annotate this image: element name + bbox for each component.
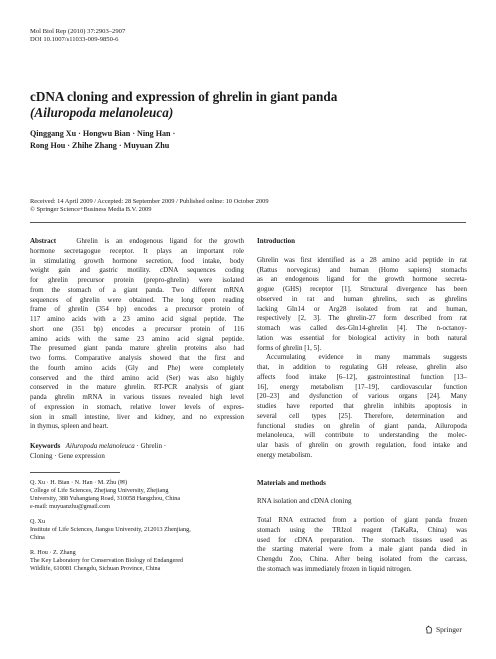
keywords-section xyxy=(30,442,244,462)
affiliation-block xyxy=(30,518,244,543)
methods-line: stomach using the TRIzol reagent (TaKaRa, China) was xyxy=(257,525,467,534)
header-divider xyxy=(30,222,466,223)
authors-line-2: Rong Hou · Zhihe Zhang · Muyuan Zhu xyxy=(30,140,170,150)
intro-line: respectively [2, 3]. The ghrelin-27 form described from rat xyxy=(257,314,467,323)
abstract-line: the fourth amino acids (Gly and Phe) were completely xyxy=(30,363,244,372)
intro-line: Accumulating evidence in many mammals suggests xyxy=(266,353,467,362)
methods-line: Chengdu Zoo, China. After being isolated from the carcass, xyxy=(257,555,467,563)
abstract-heading: Abstract xyxy=(30,237,57,245)
abstract-line: for ghrelin precursor protein (prepro-ghrelin) were isolated xyxy=(30,276,244,284)
affiliation-line: College of Life Sciences, Zhejiang University, Zhejiang xyxy=(30,486,169,494)
journal-header xyxy=(30,28,125,45)
affiliation-email[interactable]: e-mail: muyuanzhu@gmail.com xyxy=(30,503,110,511)
title-line-1: cDNA cloning and expression of ghrelin in giant panda xyxy=(30,89,338,104)
publication-dates xyxy=(30,198,269,214)
intro-line: studies have reported that ghrelin inhibits apoptosis in xyxy=(257,402,467,410)
introduction-paragraph-2 xyxy=(257,353,467,460)
keywords-line-2: Cloning · Gene expression xyxy=(30,451,105,460)
intro-line: (Rattus norvegicus) and human (Homo sapiens) stomachs xyxy=(257,265,467,274)
intro-line: several cell types [25]. Therefore, determination and xyxy=(257,411,467,420)
abstract-line: sequences of ghrelin were obtained. The long open reading xyxy=(30,295,244,304)
author-list xyxy=(30,128,175,151)
article-title xyxy=(30,89,470,120)
affiliation-line: Institute of Life Sciences, Jiangsu University, 212013 Zhenjiang, xyxy=(30,525,191,533)
journal-doi: DOI 10.1007/s11033-009-9850-6 xyxy=(30,36,119,44)
abstract-line: in stimulating growth hormone secretion, food intake, body xyxy=(30,256,244,265)
intro-line: 16], energy metabolism [17–19], cardiovascular function xyxy=(257,382,467,391)
abstract-line: panda ghrelin mRNA in various tissues revealed high level xyxy=(30,393,244,401)
intro-line: ular basis of ghrelin on growth regulation, food intake and xyxy=(257,441,467,449)
methods-line: the starting material were from a male giant panda died in xyxy=(257,545,467,554)
abstract-line: short one (351 bp) encodes a precursor protein of 116 xyxy=(30,324,244,333)
abstract-line: hormone secretagogue receptor. It plays an important role xyxy=(30,246,244,255)
affiliation-authors: Q. Xu · H. Bian · N. Han · M. Zhu (✉) xyxy=(30,478,128,486)
methods-paragraph-1 xyxy=(257,516,467,575)
affiliation-divider xyxy=(30,472,120,473)
abstract-line: frame of ghrelin (354 bp) encodes a precursor protein of xyxy=(30,305,244,314)
methods-line: the stomach was immediately frozen in liquid nitrogen. xyxy=(257,564,412,573)
intro-line: stomach was called des-Gln14-ghrelin [4]. The n-octanoy- xyxy=(257,324,467,332)
title-line-2: (Ailuropoda melanoleuca) xyxy=(30,104,174,120)
intro-line: that, in addition to regulating GH release, ghrelin also xyxy=(257,363,467,371)
abstract-line: sion in small intestine, liver and kidney, and no expression xyxy=(30,412,244,421)
publisher-name: Springer xyxy=(436,625,462,634)
intro-line: observed in rat and human ghrelins, such as ghrelins xyxy=(257,294,467,303)
abstract-line: Abstract Ghrelin is an endogenous ligand for the growth xyxy=(30,237,245,245)
intro-line: functional studies on ghrelin of giant panda, Ailuropoda xyxy=(257,421,467,430)
introduction-heading: Introduction xyxy=(257,237,295,245)
springer-horse-icon xyxy=(425,625,433,634)
keywords-heading: Keywords xyxy=(30,442,61,450)
copyright-line: © Springer Science+Business Media B.V. 2009 xyxy=(30,206,152,214)
abstract-line: The presumed giant panda mature ghrelin proteins also had xyxy=(30,344,244,353)
abstract-line: of expression in stomach, relative lower levels of expres- xyxy=(30,402,244,411)
abstract-line: conserved in the mature ghrelin. RT-PCR analysis of giant xyxy=(30,383,244,392)
intro-line: lation was essential for biological activity in both natural xyxy=(257,333,467,342)
abstract-line: amino acids with the same 23 amino acid signal peptide. xyxy=(30,334,244,343)
affiliation-line: University, 388 Yuhangtang Road, 310058 Hangzhou, China xyxy=(30,495,181,503)
intro-line: gogue (GHS) receptor [1]. Structural divergence has been xyxy=(257,285,467,293)
methods-subheading: RNA isolation and cDNA cloning xyxy=(257,497,352,506)
affiliations xyxy=(30,479,244,574)
abstract-line: conserved and the third amino acid (Ser) was also highly xyxy=(30,373,244,382)
affiliation-block xyxy=(30,479,244,512)
intro-line: lacking Gln14 or Arg28 isolated from rat and human, xyxy=(257,304,467,313)
methods-heading: Materials and methods xyxy=(257,478,326,487)
dates-line-1: Received: 14 April 2009 / Accepted: 28 September 2009 / Published online: 10 October 2009 xyxy=(30,198,269,205)
affiliation-line: The Key Laboratory for Conservation Biology of Endangered xyxy=(30,556,184,564)
affiliation-authors: Q. Xu xyxy=(30,517,46,525)
methods-line: Total RNA extracted from a portion of giant panda frozen xyxy=(257,516,467,524)
intro-line: Ghrelin was first identified as a 28 amino acid peptide in rat xyxy=(257,255,467,264)
right-column xyxy=(257,237,467,575)
authors-line-1: Qinggang Xu · Hongwu Bian · Ning Han · xyxy=(30,129,176,138)
intro-line: [20–23] and dysfunction of various organs [24]. Many xyxy=(257,392,467,401)
intro-line: forms of ghrelin [1, 5]. xyxy=(257,343,322,352)
abstract-line: 117 amino acids with a 23 amino acid signal peptide. The xyxy=(30,315,244,323)
intro-line: affects food intake [6–12], gastrointestinal function [13– xyxy=(257,372,467,381)
keywords-line-1: Keywords Ailuropoda melanoleuca · Ghrelin · xyxy=(30,442,167,450)
methods-line: used for cDNA preparation. The stomach tissues used as xyxy=(257,535,467,544)
affiliation-authors: R. Hou · Z. Zhang xyxy=(30,548,76,556)
affiliation-block xyxy=(30,549,244,574)
introduction-paragraph-1 xyxy=(257,256,467,354)
left-column xyxy=(30,237,244,579)
abstract-line: two forms. Comparative analysis showed that the first and xyxy=(30,354,244,362)
abstract-line: in thymus, spleen and heart. xyxy=(30,422,109,431)
journal-citation: Mol Biol Rep (2010) 37:2903–2907 xyxy=(30,28,126,35)
abstract-line: weight gain and gastric motility. cDNA sequences coding xyxy=(30,266,244,275)
intro-line: melanoleuca, will contribute to understanding the molec- xyxy=(257,431,467,440)
affiliation-line: China xyxy=(30,534,45,542)
abstract-section xyxy=(30,237,244,432)
abstract-line: from the stomach of a giant panda. Two different mRNA xyxy=(30,285,244,294)
intro-line: energy metabolism. xyxy=(257,450,313,459)
intro-line: as an endogenous ligand for the growth hormone secreta- xyxy=(257,275,467,284)
affiliation-line: Wildlife, 610081 Chengdu, Sichuan Province, China xyxy=(30,565,161,573)
publisher-footer xyxy=(425,625,462,634)
